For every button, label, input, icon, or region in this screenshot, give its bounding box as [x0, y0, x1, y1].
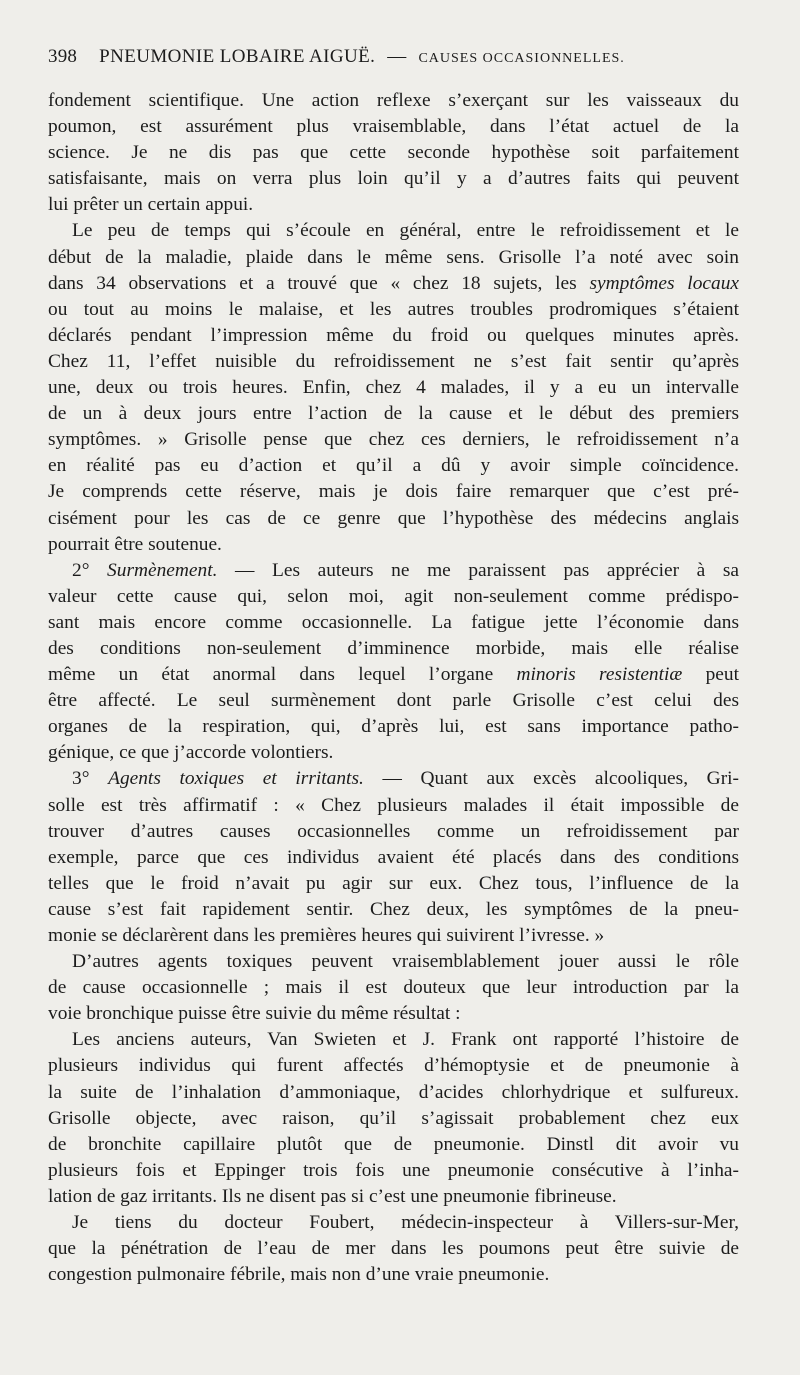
- text-line: [48, 506, 739, 532]
- line-text: plusieurs individus qui furent affectés d’hémoptysie et de pneumonie à: [48, 1055, 739, 1077]
- paragraph: [48, 1027, 739, 1210]
- line-text: de un à deux jours entre l’action de la cause et le début des premiers: [48, 403, 739, 425]
- text-line: [48, 453, 739, 479]
- text-line: [48, 1080, 739, 1106]
- text-line: [48, 897, 739, 923]
- line-text: lation de gaz irritants. Ils ne disent pas si c’est une pneumonie fibrineuse.: [48, 1185, 617, 1207]
- line-text: génique, ce que j’accorde volontiers.: [48, 742, 334, 764]
- line-text: Je comprends cette réserve, mais je dois faire remarquer que c’est pré-: [48, 481, 739, 503]
- line-text: la suite de l’inhalation d’ammoniaque, d’acides chlorhydrique et sulfureux.: [48, 1081, 739, 1103]
- line-text: 3°: [72, 768, 109, 790]
- text-line: [48, 479, 739, 505]
- italic-term: minoris resistentiæ: [516, 664, 683, 686]
- text-line: [48, 923, 739, 949]
- line-text: symptômes. » Grisolle pense que chez ces derniers, le refroidissement n’a: [48, 429, 739, 451]
- text-line: [48, 245, 739, 271]
- text-line: [48, 1210, 739, 1236]
- line-text: Chez 11, l’effet nuisible du refroidissement ne s’est fait sentir qu’après: [48, 350, 739, 372]
- line-text: fondement scientifique. Une action reflexe s’exerçant sur les vaisseaux du: [48, 90, 739, 111]
- text-line: [48, 1158, 739, 1184]
- paragraph: [48, 949, 739, 1027]
- line-text: D’autres agents toxiques peuvent vraisemblablement jouer aussi le rôle: [72, 951, 739, 973]
- text-line: [48, 949, 739, 975]
- text-line: [48, 975, 739, 1001]
- line-text: Le peu de temps qui s’écoule en général, entre le refroidissement et le: [72, 220, 739, 242]
- italic-term: Agents toxiques et irritants.: [108, 768, 364, 790]
- line-text: voie bronchique puisse être suivie du même résultat :: [48, 1003, 461, 1025]
- text-line: [48, 297, 739, 323]
- line-text: cause s’est fait rapidement sentir. Chez deux, les symptômes de la pneu-: [48, 898, 739, 920]
- line-text: même un état anormal dans lequel l’organe: [48, 664, 517, 686]
- text-line: [48, 636, 739, 662]
- text-line: [48, 1027, 739, 1053]
- text-line: [48, 532, 739, 558]
- text-line: [48, 558, 739, 584]
- line-text: cisément pour les cas de ce genre que l’hypothèse des médecins anglais: [48, 507, 739, 529]
- text-line: [48, 1236, 739, 1262]
- text-line: [48, 88, 739, 114]
- line-text: organes de la respiration, qui, d’après lui, est sans importance patho-: [48, 716, 739, 738]
- line-text-after: — Les auteurs ne me paraissent pas apprécier à sa: [217, 559, 739, 581]
- line-text: telles que le froid n’avait pu agir sur eux. Chez tous, l’influence de la: [48, 872, 739, 894]
- text-line: [48, 114, 739, 140]
- line-text: début de la maladie, plaide dans le même sens. Grisolle l’a noté avec soin: [48, 246, 739, 268]
- text-line: [48, 845, 739, 871]
- line-text: 2°: [72, 559, 108, 581]
- line-text: solle est très affirmatif : « Chez plusieurs malades il était impossible de: [48, 794, 739, 816]
- text-line: [48, 714, 739, 740]
- line-text: Je tiens du docteur Foubert, médecin-inspecteur à Villers-sur-Mer,: [72, 1212, 739, 1234]
- paragraph: [48, 766, 739, 949]
- italic-term: symptômes locaux: [589, 272, 739, 294]
- text-line: [48, 1053, 739, 1079]
- text-line: [48, 140, 739, 166]
- line-text: monie se déclarèrent dans les premières heures qui suivirent l’ivresse. »: [48, 925, 605, 946]
- line-text: poumon, est assurément plus vraisemblable, dans l’état actuel de la: [48, 116, 739, 138]
- text-line: [48, 1184, 739, 1210]
- line-text: une, deux ou trois heures. Enfin, chez 4 malades, il y a eu un intervalle: [48, 377, 739, 399]
- text-line: [48, 740, 739, 766]
- text-line: [48, 1132, 739, 1158]
- line-text: de bronchite capillaire plutôt que de pneumonie. Dinstl dit avoir vu: [48, 1133, 739, 1155]
- line-text: satisfaisante, mais on verra plus loin qu’il y a d’autres faits qui peuvent: [48, 168, 739, 190]
- page-number: 398: [48, 46, 78, 67]
- paragraph: [48, 558, 739, 767]
- line-text: ou tout au moins le malaise, et les autres troubles prodromiques s’étaient: [48, 298, 739, 320]
- line-text: de cause occasionnelle ; mais il est douteux que leur introduction par la: [48, 977, 739, 999]
- line-text: déclarés pendant l’impression même du froid ou quelques minutes après.: [48, 324, 739, 346]
- line-text: Grisolle objecte, avec raison, qu’il s’agissait probablement chez eux: [48, 1107, 739, 1129]
- line-text-after: — Quant aux excès alcooliques, Gri-: [363, 768, 739, 790]
- line-text: plusieurs fois et Eppinger trois fois une pneumonie consécutive à l’inha-: [48, 1159, 739, 1181]
- line-text: trouver d’autres causes occasionnelles comme un refroidissement par: [48, 820, 739, 842]
- line-text: science. Je ne dis pas que cette seconde hypothèse soit parfaitement: [48, 142, 739, 164]
- line-text: pourrait être soutenue.: [48, 533, 222, 555]
- line-text: que la pénétration de l’eau de mer dans les poumons peut être suivie de: [48, 1238, 739, 1260]
- text-line: [48, 662, 739, 688]
- text-line: [48, 271, 739, 297]
- text-line: [48, 427, 739, 453]
- text-line: [48, 192, 739, 218]
- paragraph: [48, 1210, 739, 1288]
- line-text: congestion pulmonaire fébrile, mais non d’une vraie pneumonie.: [48, 1264, 550, 1286]
- line-text: lui prêter un certain appui.: [48, 194, 254, 216]
- text-line: [48, 218, 739, 244]
- line-text: être affecté. Le seul surmènement dont parle Grisolle c’est celui des: [48, 690, 739, 712]
- text-line: [48, 819, 739, 845]
- text-line: [48, 1001, 739, 1027]
- header-dash: —: [387, 46, 407, 67]
- text-line: [48, 401, 739, 427]
- text-line: [48, 349, 739, 375]
- running-header: [48, 46, 756, 80]
- text-line: [48, 871, 739, 897]
- line-text: valeur cette cause qui, selon moi, agit non-seulement comme prédispo-: [48, 585, 739, 607]
- text-line: [48, 323, 739, 349]
- paragraph: [48, 218, 739, 557]
- text-line: [48, 1106, 739, 1132]
- line-text: dans 34 observations et a trouvé que « chez 18 sujets, les: [48, 272, 590, 294]
- text-line: [48, 375, 739, 401]
- text-line: [48, 688, 739, 714]
- text-line: [48, 1262, 739, 1288]
- line-text: sant mais encore comme occasionnelle. La fatigue jette l’économie dans: [48, 611, 739, 633]
- running-title: PNEUMONIE LOBAIRE AIGUË.: [99, 46, 376, 67]
- line-text: exemple, parce que ces individus avaient été placés dans des conditions: [48, 846, 739, 868]
- text-line: [48, 166, 739, 192]
- body-text: [48, 88, 739, 1288]
- text-line: [48, 610, 739, 636]
- paragraph: [48, 88, 739, 218]
- text-line: [48, 793, 739, 819]
- line-text-after: peut: [682, 664, 739, 686]
- line-text: des conditions non-seulement d’imminence morbide, mais elle réalise: [48, 637, 739, 659]
- text-line: [48, 584, 739, 610]
- line-text: en réalité pas eu d’action et qu’il a dû y avoir simple coïncidence.: [48, 455, 739, 477]
- line-text: Les anciens auteurs, Van Swieten et J. Frank ont rapporté l’histoire de: [72, 1029, 739, 1051]
- text-line: [48, 766, 739, 792]
- italic-term: Surmènement.: [107, 559, 218, 581]
- running-subtitle: CAUSES OCCASIONNELLES.: [418, 51, 625, 66]
